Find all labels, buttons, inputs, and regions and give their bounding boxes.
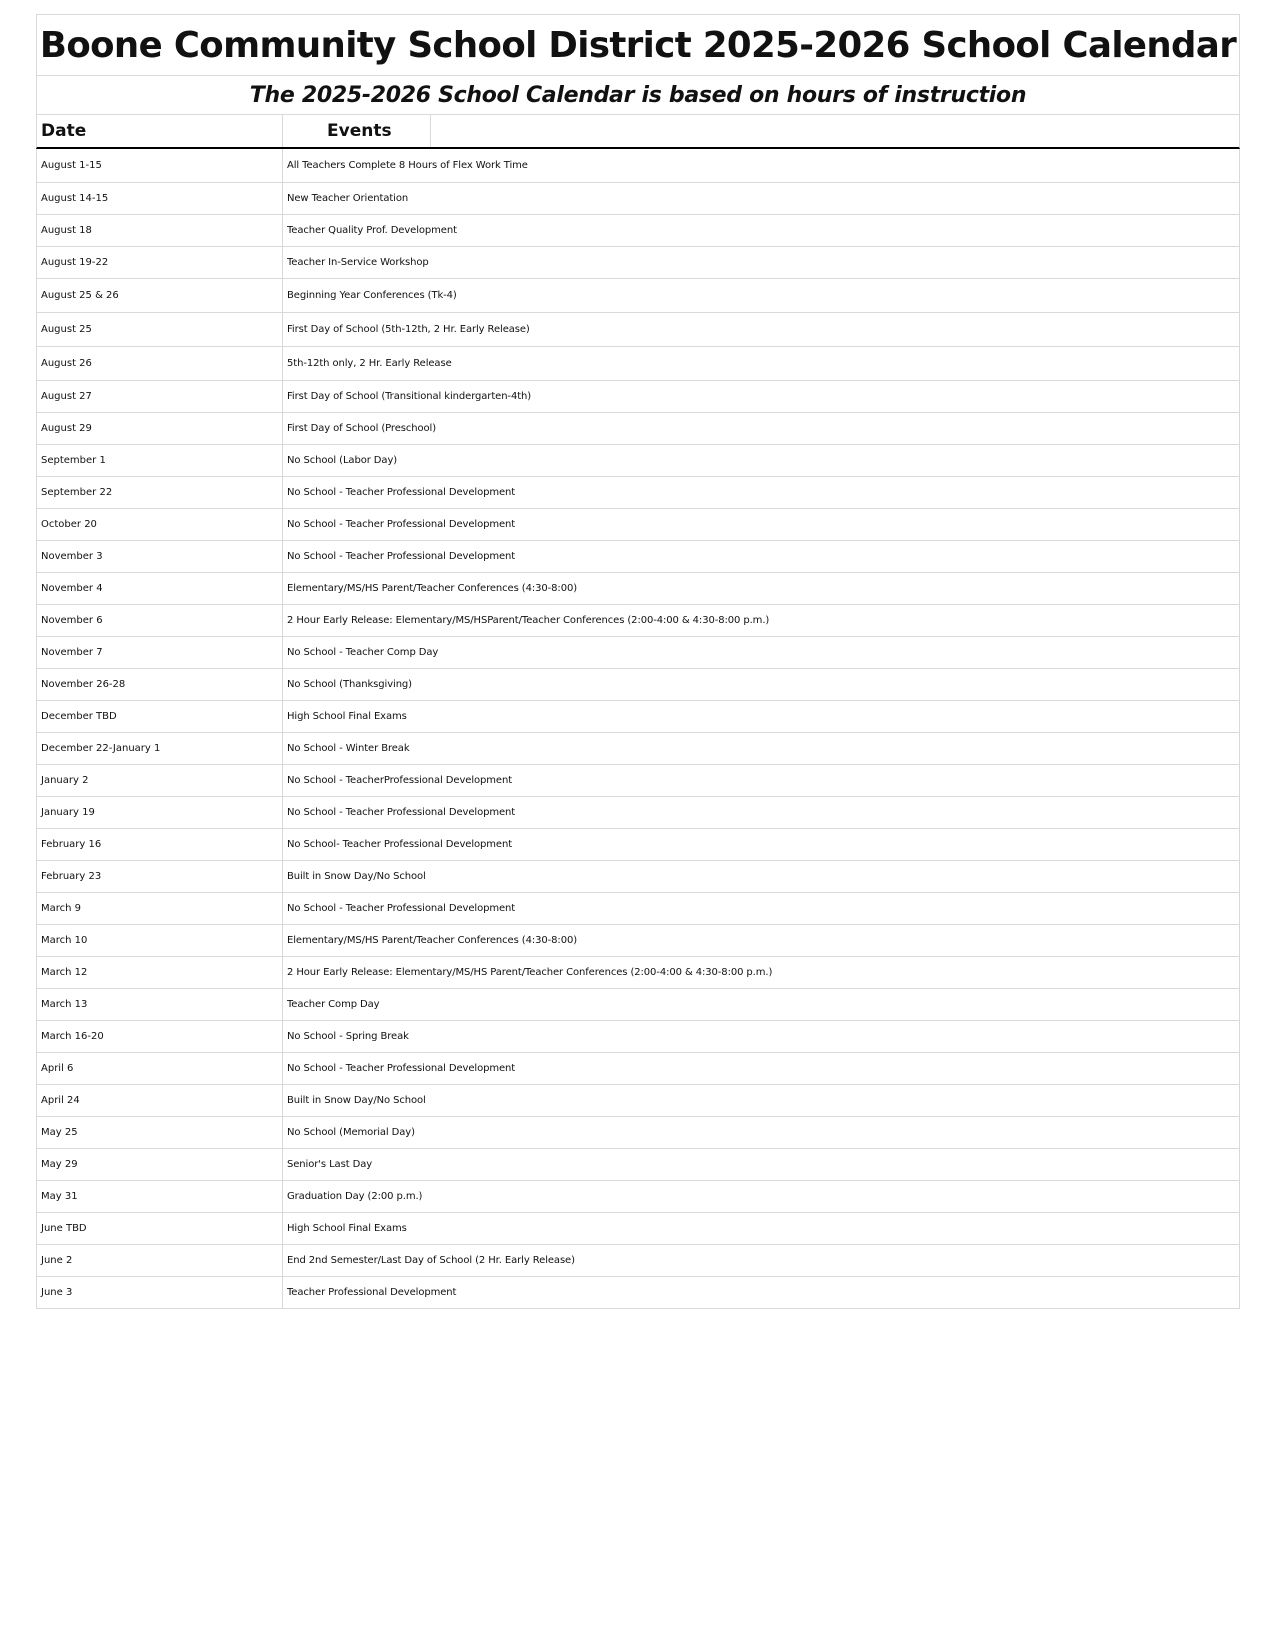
table-row bbox=[37, 541, 1239, 573]
row-event: First Day of School (Preschool) bbox=[287, 423, 437, 434]
table-row bbox=[37, 477, 1239, 509]
table-row bbox=[37, 279, 1239, 313]
row-date: March 12 bbox=[37, 957, 283, 988]
row-event: No School - Teacher Professional Development bbox=[287, 519, 516, 530]
row-date: August 26 bbox=[37, 347, 283, 380]
row-date: March 13 bbox=[37, 989, 283, 1020]
row-date: March 16-20 bbox=[37, 1021, 283, 1052]
row-date: November 7 bbox=[37, 637, 283, 668]
row-event: No School - TeacherProfessional Development bbox=[287, 775, 513, 786]
row-date: September 1 bbox=[37, 445, 283, 476]
row-date: August 1-15 bbox=[37, 149, 283, 182]
table-row bbox=[37, 247, 1239, 279]
table-row bbox=[37, 829, 1239, 861]
row-event: No School (Thanksgiving) bbox=[287, 679, 412, 690]
table-row bbox=[37, 1181, 1239, 1213]
table-row bbox=[37, 861, 1239, 893]
row-date: November 6 bbox=[37, 605, 283, 636]
row-event: First Day of School (5th-12th, 2 Hr. Early Release) bbox=[287, 324, 530, 335]
table-row bbox=[37, 313, 1239, 347]
row-event: No School - Teacher Professional Development bbox=[287, 807, 516, 818]
row-event: No School - Teacher Comp Day bbox=[287, 647, 439, 658]
column-header-date: Date bbox=[37, 115, 283, 147]
row-event: New Teacher Orientation bbox=[287, 193, 409, 204]
table-row bbox=[37, 637, 1239, 669]
row-date: January 2 bbox=[37, 765, 283, 796]
row-date: November 4 bbox=[37, 573, 283, 604]
table-row bbox=[37, 1277, 1239, 1309]
table-row bbox=[37, 701, 1239, 733]
row-event: Senior's Last Day bbox=[287, 1159, 373, 1170]
table-row bbox=[37, 183, 1239, 215]
row-event: Built in Snow Day/No School bbox=[287, 871, 426, 882]
table-row bbox=[37, 797, 1239, 829]
calendar-sheet bbox=[36, 14, 1240, 1309]
row-date: August 19-22 bbox=[37, 247, 283, 278]
table-row bbox=[37, 925, 1239, 957]
page-title: Boone Community School District 2025-2026 School Calendar bbox=[39, 24, 1237, 66]
row-event: Teacher Comp Day bbox=[287, 999, 380, 1010]
row-event: End 2nd Semester/Last Day of School (2 Hr. Early Release) bbox=[287, 1255, 575, 1266]
row-date: March 10 bbox=[37, 925, 283, 956]
table-row bbox=[37, 733, 1239, 765]
row-date: April 6 bbox=[37, 1053, 283, 1084]
row-date: August 29 bbox=[37, 413, 283, 444]
row-event: Teacher In-Service Workshop bbox=[287, 257, 429, 268]
row-date: June TBD bbox=[37, 1213, 283, 1244]
row-date: January 19 bbox=[37, 797, 283, 828]
row-event: 2 Hour Early Release: Elementary/MS/HSParent/Teacher Conferences (2:00-4:00 & 4:30-8:00 p.m.) bbox=[287, 615, 770, 626]
row-event: No School - Spring Break bbox=[287, 1031, 409, 1042]
table-row bbox=[37, 149, 1239, 183]
table-row bbox=[37, 347, 1239, 381]
row-event: No School - Teacher Professional Development bbox=[287, 551, 516, 562]
row-date: August 25 bbox=[37, 313, 283, 346]
row-date: May 25 bbox=[37, 1117, 283, 1148]
subtitle-row bbox=[36, 76, 1240, 115]
table-row bbox=[37, 1245, 1239, 1277]
row-date: June 3 bbox=[37, 1277, 283, 1308]
table-row bbox=[37, 381, 1239, 413]
table-row bbox=[37, 1213, 1239, 1245]
row-date: February 23 bbox=[37, 861, 283, 892]
row-date: October 20 bbox=[37, 509, 283, 540]
table-row bbox=[37, 215, 1239, 247]
row-date: November 3 bbox=[37, 541, 283, 572]
table-row bbox=[37, 413, 1239, 445]
row-event: All Teachers Complete 8 Hours of Flex Work Time bbox=[287, 160, 528, 171]
row-event: Beginning Year Conferences (Tk-4) bbox=[287, 290, 457, 301]
row-event: 5th-12th only, 2 Hr. Early Release bbox=[287, 358, 452, 369]
column-header-spacer bbox=[431, 115, 1239, 147]
table-row bbox=[37, 573, 1239, 605]
row-event: No School- Teacher Professional Development bbox=[287, 839, 513, 850]
table-row bbox=[37, 605, 1239, 637]
column-header-events: Events bbox=[283, 115, 431, 147]
row-event: Teacher Quality Prof. Development bbox=[287, 225, 457, 236]
table-row bbox=[37, 1021, 1239, 1053]
table-row bbox=[37, 1085, 1239, 1117]
row-event: No School - Teacher Professional Development bbox=[287, 1063, 516, 1074]
row-event: 2 Hour Early Release: Elementary/MS/HS Parent/Teacher Conferences (2:00-4:00 & 4:30-8:00 p.m.) bbox=[287, 967, 773, 978]
row-event: Elementary/MS/HS Parent/Teacher Conferences (4:30-8:00) bbox=[287, 583, 578, 594]
row-event: Elementary/MS/HS Parent/Teacher Conferences (4:30-8:00) bbox=[287, 935, 578, 946]
table-row bbox=[37, 669, 1239, 701]
table-row bbox=[37, 445, 1239, 477]
row-event: High School Final Exams bbox=[287, 711, 407, 722]
row-event: Built in Snow Day/No School bbox=[287, 1095, 426, 1106]
row-date: May 29 bbox=[37, 1149, 283, 1180]
title-row bbox=[36, 14, 1240, 76]
row-date: December TBD bbox=[37, 701, 283, 732]
row-date: February 16 bbox=[37, 829, 283, 860]
row-date: April 24 bbox=[37, 1085, 283, 1116]
row-event: Teacher Professional Development bbox=[287, 1287, 457, 1298]
row-event: High School Final Exams bbox=[287, 1223, 407, 1234]
row-date: August 27 bbox=[37, 381, 283, 412]
table-row bbox=[37, 1117, 1239, 1149]
row-date: August 14-15 bbox=[37, 183, 283, 214]
row-date: June 2 bbox=[37, 1245, 283, 1276]
table-row bbox=[37, 1149, 1239, 1181]
row-date: September 22 bbox=[37, 477, 283, 508]
row-event: First Day of School (Transitional kindergarten-4th) bbox=[287, 391, 532, 402]
table-row bbox=[37, 1053, 1239, 1085]
table-row bbox=[37, 957, 1239, 989]
table-header bbox=[36, 115, 1240, 149]
table-row bbox=[37, 509, 1239, 541]
row-date: August 25 & 26 bbox=[37, 279, 283, 312]
page-subtitle: The 2025-2026 School Calendar is based on hours of instruction bbox=[249, 82, 1027, 108]
calendar-table-body bbox=[36, 149, 1240, 1309]
row-event: No School - Winter Break bbox=[287, 743, 410, 754]
row-event: Graduation Day (2:00 p.m.) bbox=[287, 1191, 423, 1202]
row-date: December 22-January 1 bbox=[37, 733, 283, 764]
table-row bbox=[37, 765, 1239, 797]
row-date: March 9 bbox=[37, 893, 283, 924]
row-date: May 31 bbox=[37, 1181, 283, 1212]
row-event: No School (Memorial Day) bbox=[287, 1127, 415, 1138]
row-event: No School - Teacher Professional Development bbox=[287, 487, 516, 498]
row-date: November 26-28 bbox=[37, 669, 283, 700]
row-event: No School - Teacher Professional Development bbox=[287, 903, 516, 914]
row-event: No School (Labor Day) bbox=[287, 455, 398, 466]
row-date: August 18 bbox=[37, 215, 283, 246]
table-row bbox=[37, 893, 1239, 925]
table-row bbox=[37, 989, 1239, 1021]
